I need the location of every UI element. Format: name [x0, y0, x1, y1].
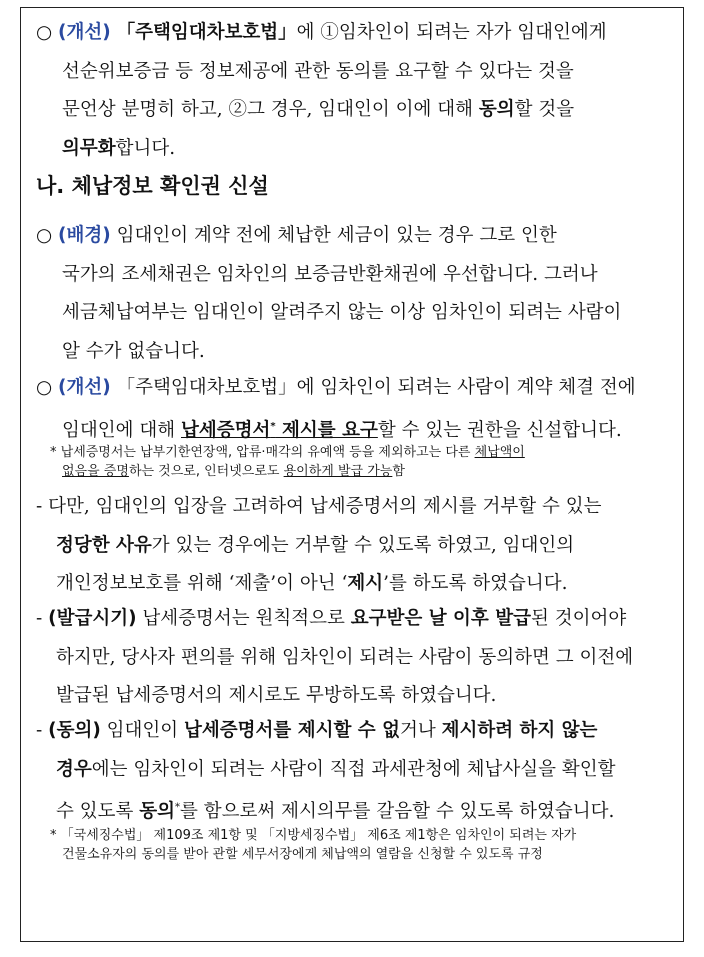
footnote-marker: * [270, 420, 276, 432]
text: 가 있는 경우에는 거부할 수 있도록 하였고, 임대인의 [151, 534, 575, 556]
underlined-text: 없음을 증명 [62, 464, 129, 479]
text-line: * 「국세징수법」 제109조 제1항 및 「지방세징수법」 제6조 제1항은 임차인이 되려는 자가 [50, 828, 577, 843]
line [36, 369, 660, 408]
emphasis: 요구받은 날 이후 발급 [350, 608, 531, 629]
line [36, 565, 660, 604]
text-line: 발급된 납세증명서의 제시로도 무방하도록 하였습니다. [56, 685, 497, 706]
text: 수 있도록 [56, 801, 140, 823]
dash-paragraph-2 [36, 600, 660, 716]
bullet-icon: ○ [36, 225, 53, 246]
tag: (배경) [58, 225, 111, 246]
line [36, 751, 660, 790]
line [36, 91, 660, 130]
text: 하는 것으로, 인터넷으로도 [128, 464, 284, 479]
emphasis: 의무화 [62, 137, 116, 159]
emphasis-text: 제시를 요구 [275, 419, 378, 441]
section-heading: 나. 체납정보 확인권 신설 [36, 174, 269, 198]
text: 임대인이 계약 전에 체납한 세금이 있는 경우 그로 인한 [110, 225, 557, 246]
emphasis: 동의 [139, 801, 175, 823]
footnote-2 [50, 826, 674, 864]
text-line: - 다만, 임대인의 입장을 고려하여 납세증명서의 제시를 거부할 수 있는 [36, 496, 602, 517]
text-line: 선순위보증금 등 정보제공에 관한 동의를 요구할 수 있다는 것을 [62, 60, 574, 82]
emphasis: 납세증명서를 제시할 수 없 [184, 720, 400, 741]
law-name: 「주택임대차보호법」 [116, 22, 297, 43]
underlined-text: 체납액이 [474, 445, 525, 460]
text: 를 함으로써 제시의무를 갈음할 수 있도록 하였습니다. [180, 801, 615, 823]
line [36, 527, 660, 566]
text: 에 ①임차인이 되려는 자가 임대인에게 [296, 22, 607, 43]
bullet-icon: ○ [36, 377, 53, 398]
text: 함 [392, 464, 405, 479]
footnote-marker: * [175, 802, 180, 813]
emphasis: 제시하려 하지 않는 [441, 720, 598, 741]
bullet-icon: ○ [36, 22, 53, 43]
text: 문언상 분명히 하고, ②그 경우, 임대인이 이에 대해 [62, 99, 479, 120]
emphasis-text: 납세증명서 [181, 419, 271, 441]
text: 된 것이어야 [530, 608, 627, 629]
line [36, 130, 660, 169]
text: 할 것을 [514, 99, 575, 120]
text: 임대인이 [100, 720, 185, 741]
label: (발급시기) [48, 608, 137, 629]
emphasis: 제시 [347, 573, 384, 594]
underlined-text: 용이하게 발급 가능 [283, 464, 393, 479]
emphasis: 경우 [56, 758, 92, 780]
background-paragraph [36, 217, 660, 371]
emphasis: 동의 [478, 99, 515, 120]
text-line: 세금체납여부는 임대인이 알려주지 않는 이상 임차인이 되려는 사람이 [62, 302, 622, 323]
text: 임대인에 대해 [62, 419, 181, 441]
text-line: 하지만, 당사자 편의를 위해 임차인이 되려는 사람이 동의하면 그 이전에 [56, 646, 634, 668]
line [36, 600, 660, 639]
emphasis: 정당한 사유 [56, 534, 152, 556]
text-line: 알 수가 없습니다. [62, 340, 205, 362]
text: 개인정보보호를 위해 ‘제출’이 아닌 ‘ [56, 573, 348, 594]
text-line: 국가의 조세채권은 임차인의 보증금반환채권에 우선합니다. 그러나 [62, 263, 598, 285]
text: 합니다. [115, 137, 176, 159]
line [36, 14, 660, 53]
improvement-paragraph-2 [36, 369, 660, 450]
label: (동의) [48, 720, 101, 741]
line [50, 462, 674, 481]
tag: (개선) [58, 22, 111, 43]
footnote-1 [50, 443, 674, 481]
dash-paragraph-1 [36, 488, 660, 604]
text: 에는 임차인이 되려는 사람이 직접 과세관청에 체납사실을 확인할 [91, 758, 616, 780]
dash-paragraph-3 [36, 712, 660, 832]
text-line: 건물소유자의 동의를 받아 관할 세무서장에게 체납액의 열람을 신청할 수 있도록 규정 [62, 847, 543, 862]
text: 거나 [399, 720, 442, 741]
emphasis [181, 420, 378, 441]
line [36, 712, 660, 751]
line [36, 217, 660, 256]
text: 할 수 있는 권한을 신설합니다. [377, 419, 622, 441]
improvement-paragraph-1 [36, 14, 660, 168]
tag: (개선) [58, 377, 111, 398]
text: 「주택임대차보호법」에 임차인이 되려는 사람이 계약 체결 전에 [116, 377, 636, 398]
line [50, 443, 674, 462]
text: - [36, 608, 49, 629]
text: * 납세증명서는 납부기한연장액, 압류·매각의 유예액 등을 제외하고는 다른 [50, 445, 475, 460]
text: ’를 하도록 하였습니다. [383, 573, 568, 594]
text: 납세증명서는 원칙적으로 [136, 608, 351, 629]
text: - [36, 720, 49, 741]
